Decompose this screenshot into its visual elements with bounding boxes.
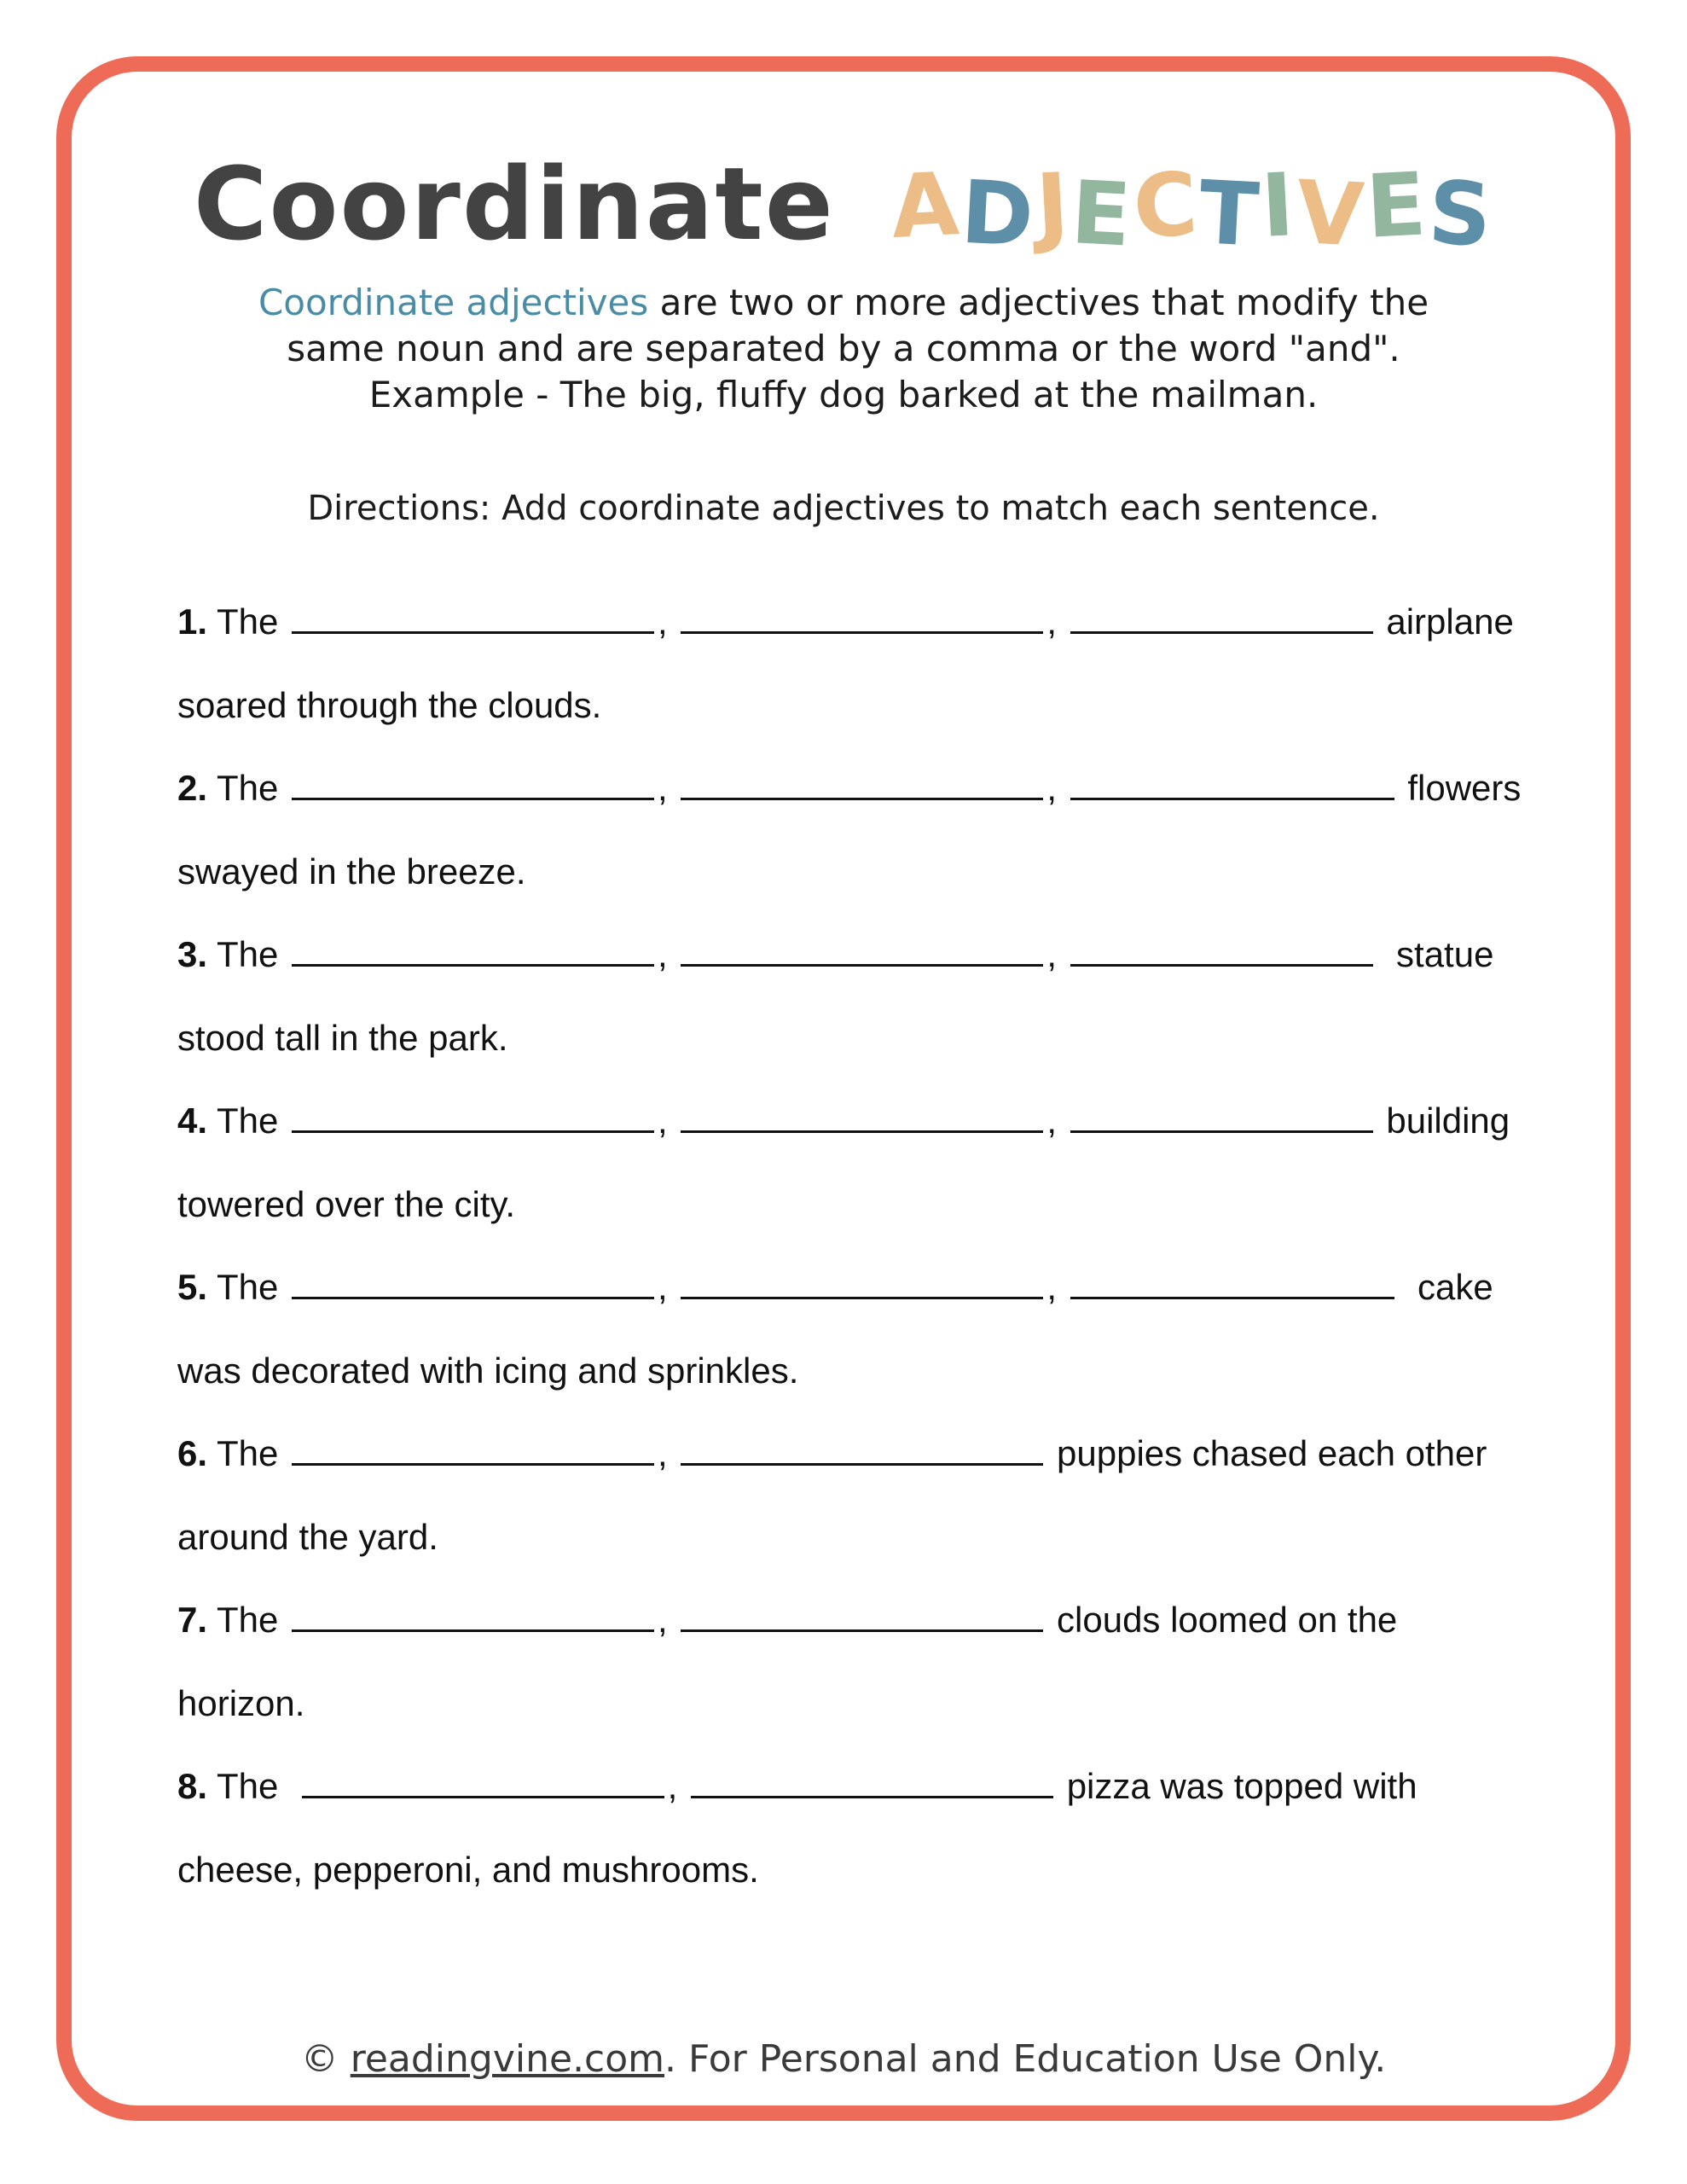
copyright-symbol: © <box>300 2037 339 2081</box>
answer-blank[interactable] <box>1070 601 1373 634</box>
item-continuation: around the yard. <box>177 1516 438 1557</box>
item-lead: The <box>216 934 279 974</box>
title-letter: C <box>1130 154 1203 258</box>
title-letter: J <box>1033 154 1074 258</box>
definition-line-1 <box>171 280 1516 326</box>
exercise-list <box>177 589 1542 1920</box>
item-lead: The <box>216 1766 279 1806</box>
item-number: 4. <box>177 1101 208 1141</box>
title-letter: I <box>1258 154 1300 258</box>
answer-blank[interactable] <box>681 933 1043 967</box>
answer-blank[interactable] <box>1070 933 1373 967</box>
exercise-item <box>177 1587 1542 1670</box>
exercise-item <box>177 1753 1542 1837</box>
answer-blank[interactable] <box>681 767 1043 800</box>
answer-blank[interactable] <box>292 601 654 634</box>
exercise-item <box>177 1420 1542 1504</box>
term-highlight: Coordinate adjectives <box>258 282 649 323</box>
comma: , <box>1046 1101 1058 1141</box>
title-accent-adjectives <box>859 153 1497 268</box>
answer-blank[interactable] <box>681 1432 1043 1466</box>
answer-blank[interactable] <box>681 1100 1043 1133</box>
item-number: 3. <box>177 934 208 974</box>
item-noun: building <box>1386 1101 1510 1141</box>
exercise-item <box>177 1254 1542 1338</box>
item-lead: The <box>216 1600 279 1640</box>
item-continuation: was decorated with icing and sprinkles. <box>177 1350 799 1391</box>
item-lead: The <box>216 1101 279 1141</box>
item-noun: clouds loomed on the <box>1057 1600 1398 1640</box>
answer-blank[interactable] <box>292 1100 654 1133</box>
item-noun: airplane <box>1386 601 1514 642</box>
title-letter: S <box>1425 162 1497 267</box>
exercise-item <box>177 1088 1542 1171</box>
definition-paragraph <box>171 280 1516 418</box>
footer-link[interactable]: readingvine.com <box>350 2037 665 2081</box>
exercise-item <box>177 589 1542 672</box>
comma: , <box>1046 768 1058 808</box>
item-continuation: cheese, pepperoni, and mushrooms. <box>177 1849 759 1890</box>
comma: , <box>1046 1267 1058 1307</box>
comma: , <box>658 768 668 808</box>
title-letter: E <box>1068 162 1136 267</box>
item-noun: cake <box>1417 1267 1493 1307</box>
comma: , <box>1046 601 1058 642</box>
answer-blank[interactable] <box>292 1599 654 1632</box>
comma: , <box>658 1101 668 1141</box>
item-noun: flowers <box>1407 768 1522 808</box>
title-letter: D <box>959 161 1040 268</box>
answer-blank[interactable] <box>292 933 654 967</box>
item-continuation: horizon. <box>177 1682 305 1723</box>
item-continuation: swayed in the breeze. <box>177 851 526 892</box>
item-number: 2. <box>177 768 208 808</box>
answer-blank[interactable] <box>1070 1100 1373 1133</box>
answer-blank[interactable] <box>681 1599 1043 1632</box>
item-number: 7. <box>177 1600 208 1640</box>
comma: , <box>658 1600 668 1640</box>
comma: , <box>658 934 668 974</box>
comma: , <box>667 1766 678 1806</box>
item-lead: The <box>216 1433 279 1473</box>
answer-blank[interactable] <box>681 1266 1043 1299</box>
comma: , <box>658 601 668 642</box>
answer-blank[interactable] <box>292 1266 654 1299</box>
item-lead: The <box>216 601 279 642</box>
worksheet-title <box>0 145 1687 268</box>
answer-blank[interactable] <box>292 767 654 800</box>
footer-text: . For Personal and Education Use Only. <box>664 2037 1387 2081</box>
definition-line-2: same noun and are separated by a comma or the word "and". <box>287 328 1400 369</box>
title-letter: E <box>1363 154 1431 258</box>
definition-text: are two or more adjectives that modify the <box>648 282 1429 323</box>
answer-blank[interactable] <box>681 601 1043 634</box>
answer-blank[interactable] <box>1070 767 1394 800</box>
exercise-item <box>177 755 1542 839</box>
title-main: Coordinate <box>193 145 835 263</box>
comma: , <box>658 1267 668 1307</box>
item-number: 1. <box>177 601 208 642</box>
comma: , <box>658 1433 668 1473</box>
answer-blank[interactable] <box>691 1765 1053 1798</box>
item-continuation: stood tall in the park. <box>177 1017 508 1058</box>
item-noun: puppies chased each other <box>1057 1433 1487 1473</box>
title-letter: V <box>1293 161 1369 268</box>
title-letter: T <box>1197 162 1265 267</box>
item-number: 8. <box>177 1766 208 1806</box>
example-line: Example - The big, fluffy dog barked at the mailman. <box>368 374 1319 415</box>
title-letter: A <box>889 153 965 259</box>
directions: Directions: Add coordinate adjectives to match each sentence. <box>307 489 1380 528</box>
item-noun: statue <box>1396 934 1494 974</box>
answer-blank[interactable] <box>292 1432 654 1466</box>
item-lead: The <box>216 768 279 808</box>
item-continuation: towered over the city. <box>177 1183 516 1224</box>
item-number: 6. <box>177 1433 208 1473</box>
item-continuation: soared through the clouds. <box>177 684 602 725</box>
answer-blank[interactable] <box>1070 1266 1394 1299</box>
item-number: 5. <box>177 1267 208 1307</box>
item-noun: pizza was topped with <box>1066 1766 1417 1806</box>
comma: , <box>1046 934 1058 974</box>
item-lead: The <box>216 1267 279 1307</box>
exercise-item <box>177 921 1542 1005</box>
footer <box>0 2037 1687 2081</box>
answer-blank[interactable] <box>302 1765 664 1798</box>
